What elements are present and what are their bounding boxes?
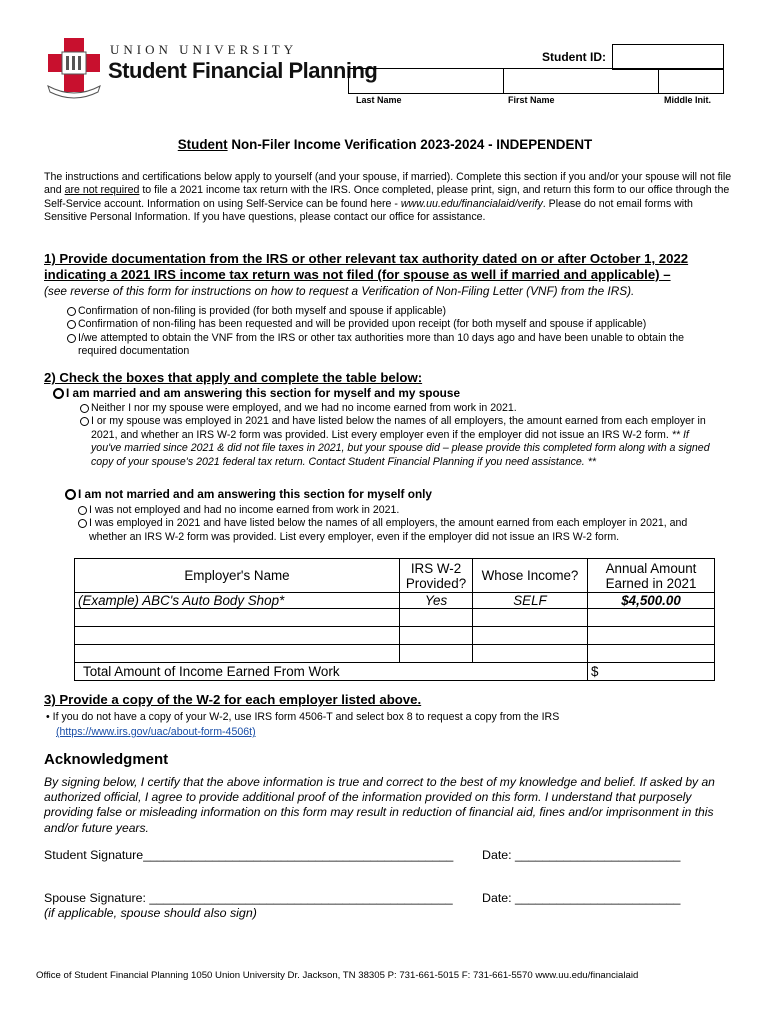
acknowledgment-text: By signing below, I certify that the above information is true and correct to the best of my knowledge and belief. If asked by an authorized official, I agree to provide additional proof of the information provided on this form. I understand that purposely providing false or misleading information on this form may result in reduction of financial aid, fines and/or imprisonment in this and/or future years. [44,775,715,835]
table-row [75,645,715,663]
radio-icon[interactable] [53,388,64,399]
middle-init-field[interactable] [659,69,723,93]
last-name-label: Last Name [356,95,402,105]
title-prefix: Student [177,137,228,152]
radio-icon[interactable] [80,404,89,413]
university-name: UNION UNIVERSITY [110,42,298,57]
cell-w2: Yes [400,593,473,609]
section1-note: (see reverse of this form for instructions on how to request a Verification of Non-Filing Letter (VNF) from the IRS). [44,284,635,298]
option-confirmation-requested[interactable]: Confirmation of non-filing has been requested and will be provided upon receipt (for both myself and spouse if applicable) [67,318,717,331]
verify-url[interactable]: www.uu.edu/financialaid/verify [400,197,543,210]
married-suboptions [80,402,720,469]
radio-icon[interactable] [78,519,87,528]
radio-icon[interactable] [67,307,76,316]
header-annual-amount: Annual Amount Earned in 2021 [588,559,715,593]
option-single[interactable]: I am not married and am answering this section for myself only [65,487,432,501]
spouse-signature-line[interactable]: Spouse Signature: ____________________________________________ [44,891,453,905]
section1-options [67,305,717,359]
spouse-note: (if applicable, spouse should also sign) [44,906,257,920]
single-suboptions [78,504,718,544]
section1-heading: 1) Provide documentation from the IRS or other relevant tax authority dated on or after October 1, 2022 indicating a 2021 IRS income tax return was not filed (for spouse as well if married and applicable) – [44,251,689,282]
title-rest: Non-Filer Income Verification 2023-2024 - INDEPENDENT [227,137,593,152]
cell-employer: (Example) ABC's Auto Body Shop* [75,593,400,609]
cell-whose: SELF [473,593,588,609]
intro-paragraph: The instructions and certifications below apply to yourself (and your spouse, if married). Complete this section if you and/or your spouse will not file and are not required to file a 2021 income tax return with the IRS. Once completed, please print, sign, and return this form to our office through the Self-Service account. Information on using Self-Service can be found here - www.uu.edu/financialaid/verify. Please do not email forms with Sensitive Personal Information. If you have questions, please contact our office for assistance. [44,171,732,224]
table-total-row [75,663,715,681]
option-unable-to-obtain[interactable]: I/we attempted to obtain the VNF from the IRS or other tax authorities more than 10 days ago and have been unable to obtain the required documentation [67,332,717,359]
first-name-label: First Name [508,95,555,105]
table-header-row [75,559,715,593]
student-signature-line[interactable]: Student Signature_____________________________________________ [44,848,454,862]
section3-heading: 3) Provide a copy of the W-2 for each employer listed above. [44,692,422,707]
header-employer-name: Employer's Name [75,559,400,593]
table-row [75,627,715,645]
table-row [75,609,715,627]
header-w2-provided: IRS W-2 Provided? [400,559,473,593]
radio-icon[interactable] [65,489,76,500]
radio-icon[interactable] [67,320,76,329]
student-id-label: Student ID: [542,50,606,64]
table-row-example [75,593,715,609]
radio-icon[interactable] [78,506,87,515]
acknowledgment-heading: Acknowledgment [44,751,169,768]
option-married-employed[interactable]: I or my spouse was employed in 2021 and have listed below the names of all employers, the amount earned from each employer in 2021, and whether an IRS W-2 form was provided. List every employer even if the employer did not issue an IRS W-2 form. ** If you've married since 2021 & did not file taxes in 2021, but your spouse did – please provide this completed form along with a signed copy of your spouse's 2021 federal tax return. Contact Student Financial Planning if you need assistance. ** [80,415,720,469]
irs-form-link[interactable]: (https://www.irs.gov/uac/about-form-4506t) [56,726,256,738]
option-single-employed[interactable]: I was employed in 2021 and have listed below the names of all employers, the amount earned from each employer in 2021, and whether an IRS W-2 form was provided. List every employer, even if the employer did not issue an IRS W-2 form. [78,517,718,544]
last-name-field[interactable] [349,69,504,93]
total-label: Total Amount of Income Earned From Work [75,663,588,681]
header-whose-income: Whose Income? [473,559,588,593]
student-id-field[interactable] [612,44,724,70]
option-confirmation-provided[interactable]: Confirmation of non-filing is provided (for both myself and spouse if applicable) [67,305,717,318]
middle-init-label: Middle Init. [664,95,711,105]
total-value[interactable]: $ [588,663,715,681]
university-seal-icon [44,36,104,102]
page-title [0,137,770,152]
first-name-field[interactable] [504,69,659,93]
section2-heading: 2) Check the boxes that apply and complete the table below: [44,370,423,385]
section3-bullet: • If you do not have a copy of your W-2, use IRS form 4506-T and select box 8 to request a copy from the IRS [46,711,560,723]
option-married-no-income[interactable]: Neither I nor my spouse were employed, and we had no income earned from work in 2021. [80,402,720,415]
radio-icon[interactable] [80,417,89,426]
employer-table [74,558,715,681]
student-date-line[interactable]: Date: ________________________ [482,848,681,862]
student-name-fields [348,68,724,94]
cell-amount: $4,500.00 [588,593,715,609]
option-married[interactable]: I am married and am answering this section for myself and my spouse [53,386,460,400]
radio-icon[interactable] [67,334,76,343]
office-name: Student Financial Planning [108,58,378,83]
option-single-no-income[interactable]: I was not employed and had no income earned from work in 2021. [78,504,718,517]
spouse-date-line[interactable]: Date: ________________________ [482,891,681,905]
footer-contact: Office of Student Financial Planning 1050 Union University Dr. Jackson, TN 38305 P: 731-661-5015 F: 731-661-5570 www.uu.edu/financialaid [36,970,639,981]
